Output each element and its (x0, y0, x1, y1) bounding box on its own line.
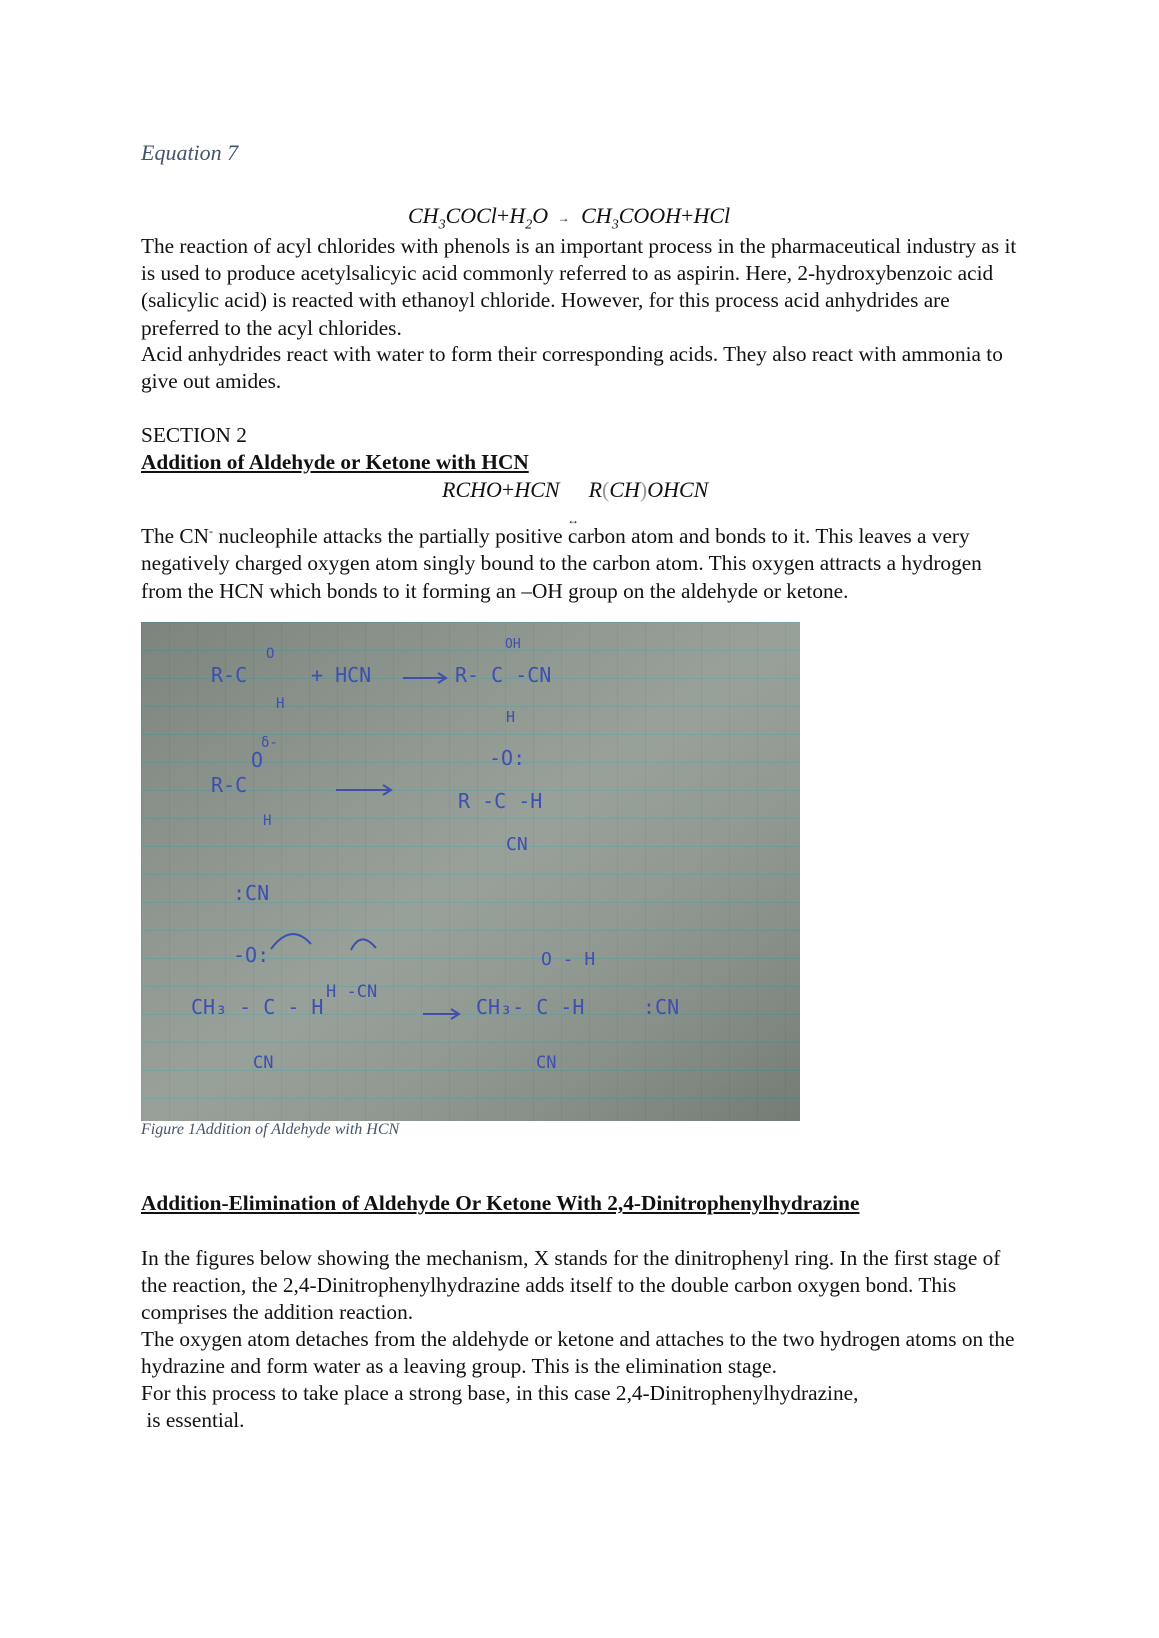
r1-product-h: H (506, 708, 516, 726)
equation-label: Equation 7 (141, 140, 239, 165)
paragraph-acid-anhydrides: Acid anhydrides react with water to form their corresponding acids. They also react with ammonia to give out amides. (141, 342, 1003, 394)
paragraph-strong-base-line2: is essential. (141, 1408, 245, 1432)
heading-addition-elimination: Addition-Elimination of Aldehyde Or Ketone With 2,4-Dinitrophenylhydrazine (141, 1191, 860, 1215)
equilibrium-arrow: ↔ (567, 513, 580, 527)
r4-product-cn: CN (536, 1053, 557, 1073)
r2-partial-charge: δ- (261, 735, 278, 751)
paragraph-cn-nucleophile: The CN- nucleophile attacks the partially positive carbon atom and bonds to it. This leaves a very negatively charged oxygen atom singly bound to the carbon atom. This oxygen attracts a hydrogen from the HCN which bonds to it forming an –OH group on the aldehyde or ketone. (141, 524, 982, 603)
paragraph-elimination: The oxygen atom detaches from the aldehyde or ketone and attaches to the two hydrogen atoms on the hydrazine and form water as a leaving group. This is the elimination stage. (141, 1327, 1015, 1379)
r1-product-oh: OH (505, 637, 521, 652)
r1-reactant: R-C (211, 663, 248, 687)
mechanism-figure (141, 622, 800, 1121)
equation-cyanohydrin: RCHO+HCN ↔ R(CH)OHCN (442, 477, 709, 527)
r4-oxygen: -O: (233, 943, 270, 967)
r2-product-oxygen: -O: (489, 746, 526, 770)
r4-reactant-cn: CN (253, 1053, 274, 1073)
r2-oxygen: O (251, 748, 264, 772)
section-label: SECTION 2 (141, 423, 247, 447)
equation-acyl-chloride-hydrolysis: $CH_3COCl+H_2O$ → $CH_3COOH+HCl$ (408, 203, 731, 233)
r4-product-oh: O - H (541, 949, 596, 970)
r4-reactant: CH₃ - C - H (191, 995, 324, 1019)
mechanism-drawing (141, 622, 800, 1121)
reaction-arrow: → (557, 211, 570, 225)
r3-cyanide: :CN (233, 881, 270, 905)
paragraph-strong-base-line1: For this process to take place a strong base, in this case 2,4-Dinitrophenylhydrazine, (141, 1381, 859, 1405)
figure-caption: Figure 1Addition of Aldehyde with HCN (141, 1121, 400, 1138)
r4-product: CH₃- C -H (476, 995, 585, 1019)
r1-hydrogen: H (276, 696, 285, 712)
r2-product-cn: CN (506, 834, 528, 855)
r1-oxygen: O (266, 646, 275, 662)
r2-hydrogen: H (263, 813, 272, 829)
paragraph-mechanism-intro: In the figures below showing the mechanism, X stands for the dinitrophenyl ring. In the first stage of the reaction, the 2,4-Dinitrophenylhydrazine adds itself to the double carbon oxygen bond. This comprises the addition reaction. (141, 1246, 1001, 1325)
r2-product: R -C -H (458, 789, 543, 813)
r2-reactant: R-C (211, 773, 248, 797)
r1-plus-hcn: + HCN (311, 663, 372, 687)
heading-addition-hcn: Addition of Aldehyde or Ketone with HCN (141, 450, 529, 474)
r4-hcn: H -CN (326, 982, 378, 1002)
r1-product: R- C -CN (455, 663, 552, 687)
paragraph-acyl-chlorides-phenols: The reaction of acyl chlorides with phenols is an important process in the pharmaceutical industry as it is used to produce acetylsalicyic acid commonly referred to as aspirin. Here, 2-hydroxybenzoic acid (salicylic acid) is reacted with ethanoyl chloride. However, for this process acid anhydrides are preferred to the acyl chlorides. (141, 234, 1017, 340)
r4-leaving-cyanide: :CN (643, 995, 680, 1019)
